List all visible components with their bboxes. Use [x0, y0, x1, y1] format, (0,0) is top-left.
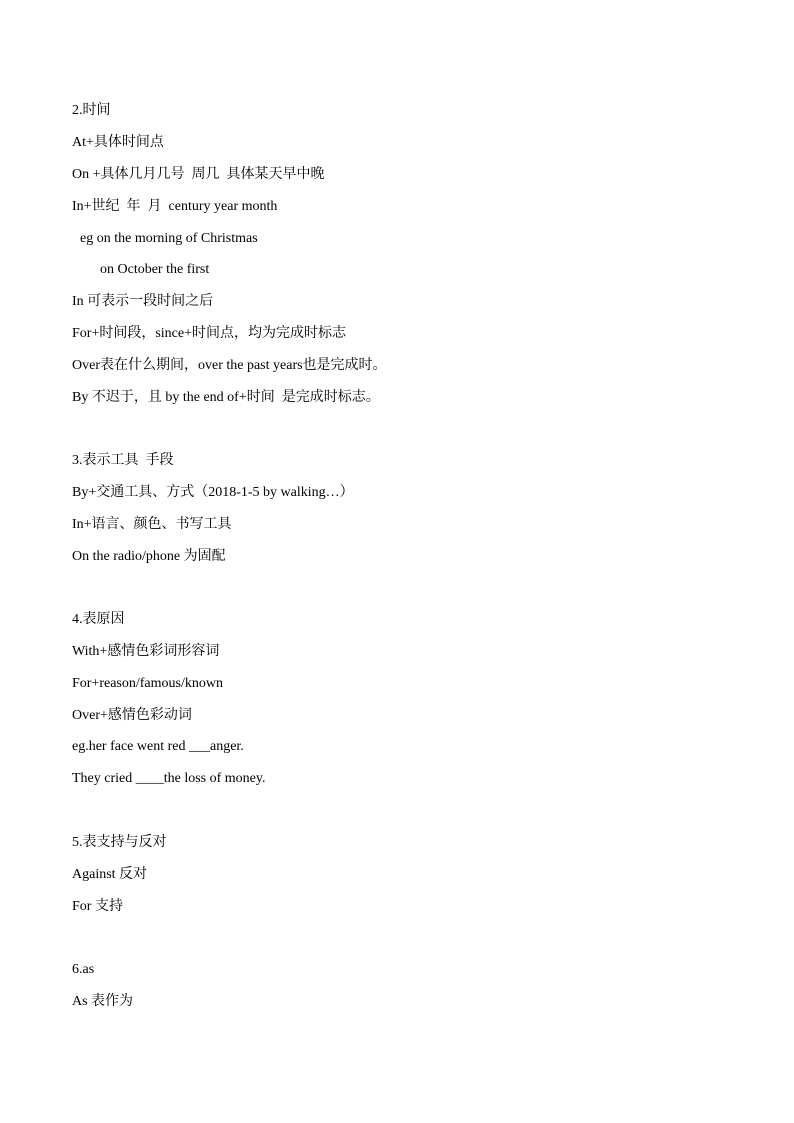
text-line: By 不迟于，且 by the end of+时间 是完成时标志。: [72, 390, 380, 405]
text-line: On the radio/phone 为固配: [72, 549, 226, 564]
section-heading-as: 6.as: [72, 962, 95, 977]
example-line: eg on the morning of Christmas: [80, 231, 258, 246]
document-page: [72, 0, 722, 1123]
example-line: They cried ____the loss of money.: [72, 771, 266, 786]
text-line: For+时间段，since+时间点，均为完成时标志: [72, 326, 347, 341]
text-line: For+reason/famous/known: [72, 676, 223, 691]
text-line: Over+感情色彩动词: [72, 708, 192, 723]
text-line: In+语言、颜色、书写工具: [72, 517, 232, 532]
section-heading-reason: 4.表原因: [72, 612, 125, 627]
text-line: Against 反对: [72, 867, 148, 882]
section-heading-tools: 3.表示工具 手段: [72, 453, 174, 468]
text-line: With+感情色彩词形容词: [72, 644, 220, 659]
text-line: At+具体时间点: [72, 135, 164, 150]
text-line: Over表在什么期间，over the past years也是完成时。: [72, 358, 387, 373]
text-line: By+交通工具、方式（2018-1-5 by walking…）: [72, 485, 354, 500]
text-line: On +具体几月几号 周几 具体某天早中晚: [72, 167, 325, 182]
section-heading-support-oppose: 5.表支持与反对: [72, 835, 167, 850]
text-line: As 表作为: [72, 994, 134, 1009]
example-line: on October the first: [100, 262, 210, 277]
text-line: In+世纪 年 月 century year month: [72, 199, 278, 214]
text-line: In 可表示一段时间之后: [72, 294, 214, 309]
text-line: For 支持: [72, 899, 123, 914]
example-line: eg.her face went red ___anger.: [72, 739, 244, 754]
section-heading-time: 2.时间: [72, 103, 111, 118]
